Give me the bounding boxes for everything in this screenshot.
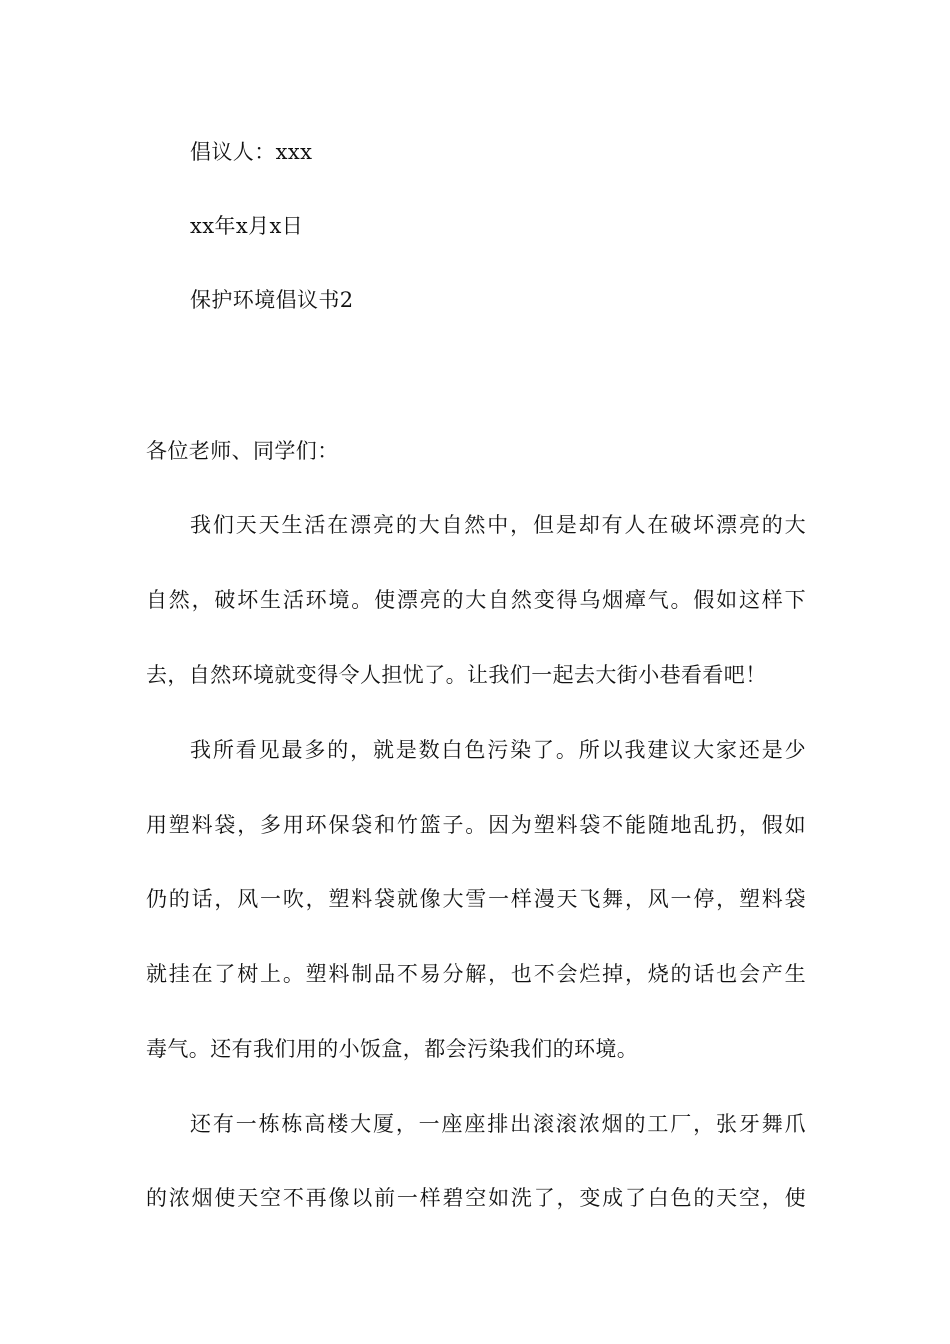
body-line: 仍的话，风一吹，塑料袋就像大雪一样漫天飞舞，风一停，塑料袋 (146, 887, 806, 911)
body-line: 我们天天生活在漂亮的大自然中，但是却有人在破坏漂亮的大 (190, 513, 806, 537)
initiator-line: 倡议人：xxx (190, 140, 313, 164)
body-line: 去，自然环境就变得令人担忧了。让我们一起去大街小巷看看吧！ (146, 663, 767, 687)
document-title: 保护环境倡议书2 (190, 288, 354, 312)
body-line: 我所看见最多的，就是数白色污染了。所以我建议大家还是少 (190, 738, 806, 762)
body-line: 毒气。还有我们用的小饭盒，都会污染我们的环境。 (146, 1037, 639, 1061)
body-line: 就挂在了树上。塑料制品不易分解，也不会烂掉，烧的话也会产生 (146, 962, 806, 986)
body-line: 用塑料袋，多用环保袋和竹篮子。因为塑料袋不能随地乱扔，假如 (146, 813, 806, 837)
salutation: 各位老师、同学们： (146, 439, 339, 463)
body-line: 自然，破坏生活环境。使漂亮的大自然变得乌烟瘴气。假如这样下 (146, 588, 806, 612)
body-line: 的浓烟使天空不再像以前一样碧空如洗了，变成了白色的天空，使 (146, 1186, 806, 1210)
date-line: xx年x月x日 (190, 214, 304, 238)
body-line: 还有一栋栋高楼大厦，一座座排出滚滚浓烟的工厂，张牙舞爪 (190, 1112, 806, 1136)
